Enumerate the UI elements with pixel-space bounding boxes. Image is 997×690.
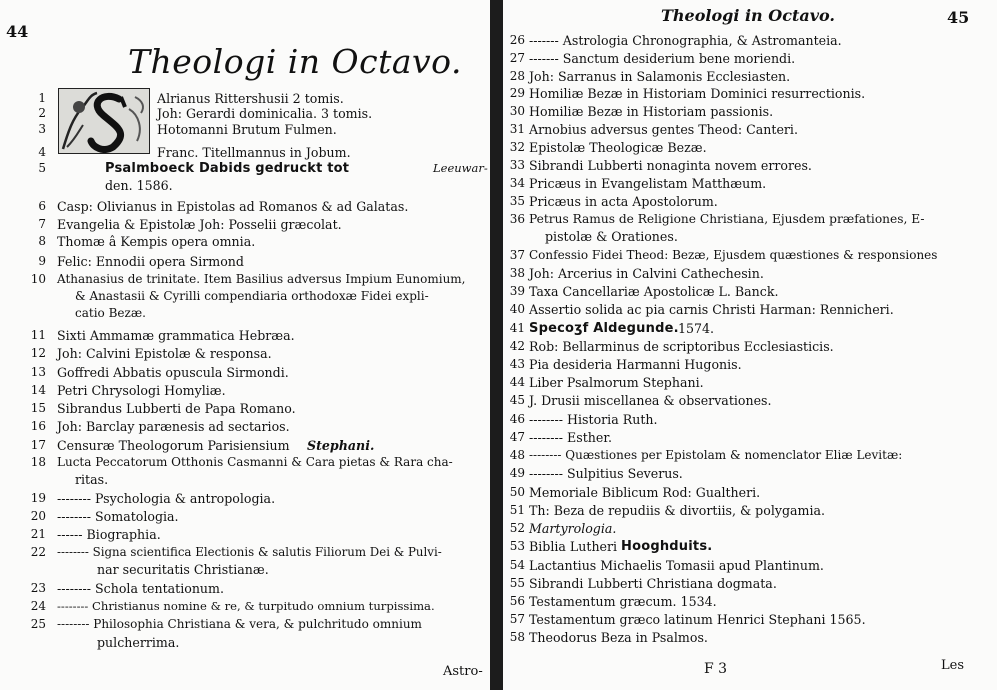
entry-number: 5 bbox=[38, 161, 46, 175]
entry-text: Homiliæ Bezæ in Historiam Dominici resurrectionis. bbox=[529, 86, 866, 101]
entry-text: Sibrandi Lubberti Christiana dogmata. bbox=[529, 576, 777, 591]
entry-number: 56 bbox=[509, 594, 525, 608]
entry-text: Joh: Calvini Epistolæ & responsa. bbox=[57, 346, 272, 361]
entry-number: 24 bbox=[30, 599, 46, 613]
entry-text: Casp: Olivianus in Epistolas ad Romanos & ad Galatas. bbox=[57, 199, 409, 214]
entry-text: Specoʒf Aldegunde. bbox=[529, 321, 679, 336]
entry-number: 57 bbox=[509, 612, 525, 626]
entry-number: 17 bbox=[30, 438, 46, 452]
entry-text: Censuræ Theologorum Parisiensium bbox=[57, 438, 290, 453]
entry-text: Joh: Sarranus in Salamonis Ecclesiasten. bbox=[529, 69, 791, 84]
entry-text: -------- Esther. bbox=[529, 430, 612, 445]
entry-text: Joh: Arcerius in Calvini Cathechesin. bbox=[529, 266, 764, 281]
entry-text: Petri Chrysologi Homyliæ. bbox=[57, 383, 226, 398]
entry-text: Thomæ â Kempis opera omnia. bbox=[57, 234, 256, 249]
entry-number: 51 bbox=[509, 503, 525, 517]
entry-text: Testamentum græcum. 1534. bbox=[529, 594, 717, 609]
entry-text: ------- Astrologia Chronographia, & Astromanteia. bbox=[529, 33, 842, 48]
entry-number: 35 bbox=[509, 194, 525, 208]
entry-number: 54 bbox=[509, 558, 525, 572]
entry-number: 28 bbox=[509, 69, 525, 83]
entry-text: Alrianus Rittershusii 2 tomis. bbox=[157, 91, 344, 106]
entry-text: Liber Psalmorum Stephani. bbox=[529, 375, 704, 390]
entry-number: 16 bbox=[30, 419, 46, 433]
entry-text: ------ Biographia. bbox=[57, 527, 161, 542]
entry-number: 45 bbox=[509, 393, 525, 407]
entry-number: 8 bbox=[38, 234, 46, 248]
entry-text-italic: Stephani. bbox=[307, 438, 375, 453]
entry-number: 7 bbox=[38, 217, 46, 231]
entry-number: 31 bbox=[509, 122, 525, 136]
entry-continuation: nar securitatis Christianæ. bbox=[97, 562, 269, 577]
entry-number: 21 bbox=[30, 527, 46, 541]
entry-number: 53 bbox=[509, 539, 525, 553]
entry-text: Athanasius de trinitate. Item Basilius adversus Impium Eunomium, bbox=[57, 272, 466, 286]
entry-text: ------- Sanctum desiderium bene moriendi. bbox=[529, 51, 796, 66]
entry-text: Pricæus in Evangelistam Matthæum. bbox=[529, 176, 767, 191]
entry-number: 41 bbox=[509, 321, 525, 335]
entry-text: Theodorus Beza in Psalmos. bbox=[529, 630, 708, 645]
entry-text: -------- Philosophia Christiana & vera, & pulchritudo omnium bbox=[57, 617, 422, 631]
entry-number: 19 bbox=[30, 491, 46, 505]
catchword: Astro- bbox=[443, 664, 483, 679]
entry-text-blackletter: Hooghduits. bbox=[621, 539, 713, 554]
entry-text: Assertio solida ac pia carnis Christi Harman: Rennicheri. bbox=[529, 302, 894, 317]
entry-number: 20 bbox=[30, 509, 46, 523]
entry-number: 2 bbox=[38, 106, 46, 120]
entry-text: Homiliæ Bezæ in Historiam passionis. bbox=[529, 104, 774, 119]
entry-number: 47 bbox=[509, 430, 525, 444]
entry-text: Franc. Titellmannus in Jobum. bbox=[157, 145, 351, 160]
signature-mark: F 3 bbox=[704, 661, 728, 677]
entry-text: Psalmboeck Dabids gedruckt tot bbox=[105, 161, 350, 176]
entry-continuation: ritas. bbox=[75, 472, 109, 487]
entry-text: Rob: Bellarminus de scriptoribus Ecclesiasticis. bbox=[529, 339, 834, 354]
entry-number: 44 bbox=[509, 375, 525, 389]
entry-text: Arnobius adversus gentes Theod: Canteri. bbox=[529, 122, 798, 137]
entry-number: 58 bbox=[509, 630, 525, 644]
entry-text: -------- Historia Ruth. bbox=[529, 412, 658, 427]
entry-number: 39 bbox=[509, 284, 525, 298]
entry-continuation: & Anastasii & Cyrilli compendiaria orthodoxæ Fidei expli- bbox=[75, 289, 429, 303]
entry-continuation: den. 1586. bbox=[105, 178, 173, 193]
entry-number: 52 bbox=[509, 521, 525, 535]
entry-number: 25 bbox=[30, 617, 46, 631]
entry-number: 27 bbox=[509, 51, 525, 65]
entry-number: 3 bbox=[38, 122, 46, 136]
catchword: Les bbox=[941, 658, 964, 673]
entry-number: 55 bbox=[509, 576, 525, 590]
entry-text: Epistolæ Theologicæ Bezæ. bbox=[529, 140, 707, 155]
entry-text: Pia desideria Harmanni Hugonis. bbox=[529, 357, 742, 372]
entry-number: 14 bbox=[30, 383, 46, 397]
entry-continuation: pulcherrima. bbox=[97, 635, 180, 650]
entry-text-year: 1574. bbox=[678, 321, 715, 336]
entry-number: 12 bbox=[30, 346, 46, 360]
entry-text: Evangelia & Epistolæ Joh: Posselii græcolat. bbox=[57, 217, 342, 232]
page-number: 44 bbox=[6, 22, 29, 41]
entry-text: Petrus Ramus de Religione Christiana, Ejusdem præfationes, E- bbox=[529, 212, 925, 226]
entry-number: 49 bbox=[509, 466, 525, 480]
page-number: 45 bbox=[947, 8, 970, 27]
entry-text: Martyrologia. bbox=[529, 521, 617, 536]
entry-text: Hotomanni Brutum Fulmen. bbox=[157, 122, 337, 137]
entry-text: -------- Quæstiones per Epistolam & nomenclator Eliæ Levitæ: bbox=[529, 448, 903, 462]
entry-text: -------- Signa scientifica Electionis & salutis Filiorum Dei & Pulvi- bbox=[57, 545, 442, 559]
entry-text: Joh: Barclay parænesis ad sectarios. bbox=[57, 419, 290, 434]
entry-number: 38 bbox=[509, 266, 525, 280]
entry-number: 13 bbox=[30, 365, 46, 379]
entry-text: Pricæus in acta Apostolorum. bbox=[529, 194, 718, 209]
entry-number: 43 bbox=[509, 357, 525, 371]
entry-number: 9 bbox=[38, 254, 46, 268]
entry-number: 34 bbox=[509, 176, 525, 190]
entry-number: 40 bbox=[509, 302, 525, 316]
entry-text: -------- Somatologia. bbox=[57, 509, 179, 524]
entry-number: 6 bbox=[38, 199, 46, 213]
entry-text: Taxa Cancellariæ Apostolicæ L. Banck. bbox=[529, 284, 779, 299]
entry-number: 33 bbox=[509, 158, 525, 172]
entry-number: 48 bbox=[509, 448, 525, 462]
page-title: Theologi in Octavo. bbox=[128, 42, 462, 81]
entry-number: 42 bbox=[509, 339, 525, 353]
entry-text: Sixti Ammamæ grammatica Hebræa. bbox=[57, 328, 295, 343]
entry-text: Goffredi Abbatis opuscula Sirmondi. bbox=[57, 365, 289, 380]
decorated-initial-image bbox=[58, 88, 150, 154]
entry-text: Th: Beza de repudiis & divortiis, & polygamia. bbox=[529, 503, 826, 518]
entry-number: 10 bbox=[30, 272, 46, 286]
right-page bbox=[503, 0, 997, 690]
entry-text: Testamentum græco latinum Henrici Stephani 1565. bbox=[529, 612, 866, 627]
entry-text: -------- Psychologia & antropologia. bbox=[57, 491, 276, 506]
entry-text: Sibrandi Lubberti nonaginta novem errores. bbox=[529, 158, 812, 173]
entry-continuation: catio Bezæ. bbox=[75, 306, 146, 320]
entry-text: Joh: Gerardi dominicalia. 3 tomis. bbox=[157, 106, 373, 121]
running-head: Theologi in Octavo. bbox=[661, 6, 835, 25]
entry-text: J. Drusii miscellanea & observationes. bbox=[529, 393, 772, 408]
entry-text: Memoriale Biblicum Rod: Gualtheri. bbox=[529, 485, 761, 500]
entry-text: Confessio Fidei Theod: Bezæ, Ejusdem quæstiones & responsiones bbox=[529, 248, 938, 262]
entry-number: 18 bbox=[30, 455, 46, 469]
entry-number: 22 bbox=[30, 545, 46, 559]
entry-number: 30 bbox=[509, 104, 525, 118]
entry-text: Felic: Ennodii opera Sirmond bbox=[57, 254, 244, 269]
entry-text: -------- Schola tentationum. bbox=[57, 581, 224, 596]
entry-number: 11 bbox=[30, 328, 46, 342]
entry-number: 23 bbox=[30, 581, 46, 595]
entry-text: -------- Sulpitius Severus. bbox=[529, 466, 683, 481]
entry-number: 37 bbox=[509, 248, 525, 262]
entry-number: 36 bbox=[509, 212, 525, 226]
entry-number: 4 bbox=[38, 145, 46, 159]
entry-number: 32 bbox=[509, 140, 525, 154]
entry-text-place: Leeuwar- bbox=[433, 161, 488, 175]
entry-text: Lactantius Michaelis Tomasii apud Plantinum. bbox=[529, 558, 824, 573]
entry-number: 46 bbox=[509, 412, 525, 426]
entry-number: 50 bbox=[509, 485, 525, 499]
entry-text: Biblia Lutheri bbox=[529, 539, 618, 554]
entry-continuation: pistolæ & Orationes. bbox=[545, 229, 678, 244]
entry-number: 29 bbox=[509, 86, 525, 100]
left-page bbox=[0, 0, 492, 690]
entry-number: 26 bbox=[509, 33, 525, 47]
entry-text: Sibrandus Lubberti de Papa Romano. bbox=[57, 401, 296, 416]
entry-text: Lucta Peccatorum Otthonis Casmanni & Cara pietas & Rara cha- bbox=[57, 455, 453, 469]
entry-number: 15 bbox=[30, 401, 46, 415]
entry-number: 1 bbox=[38, 91, 46, 105]
entry-text: -------- Christianus nomine & re, & turpitudo omnium turpissima. bbox=[57, 599, 435, 613]
